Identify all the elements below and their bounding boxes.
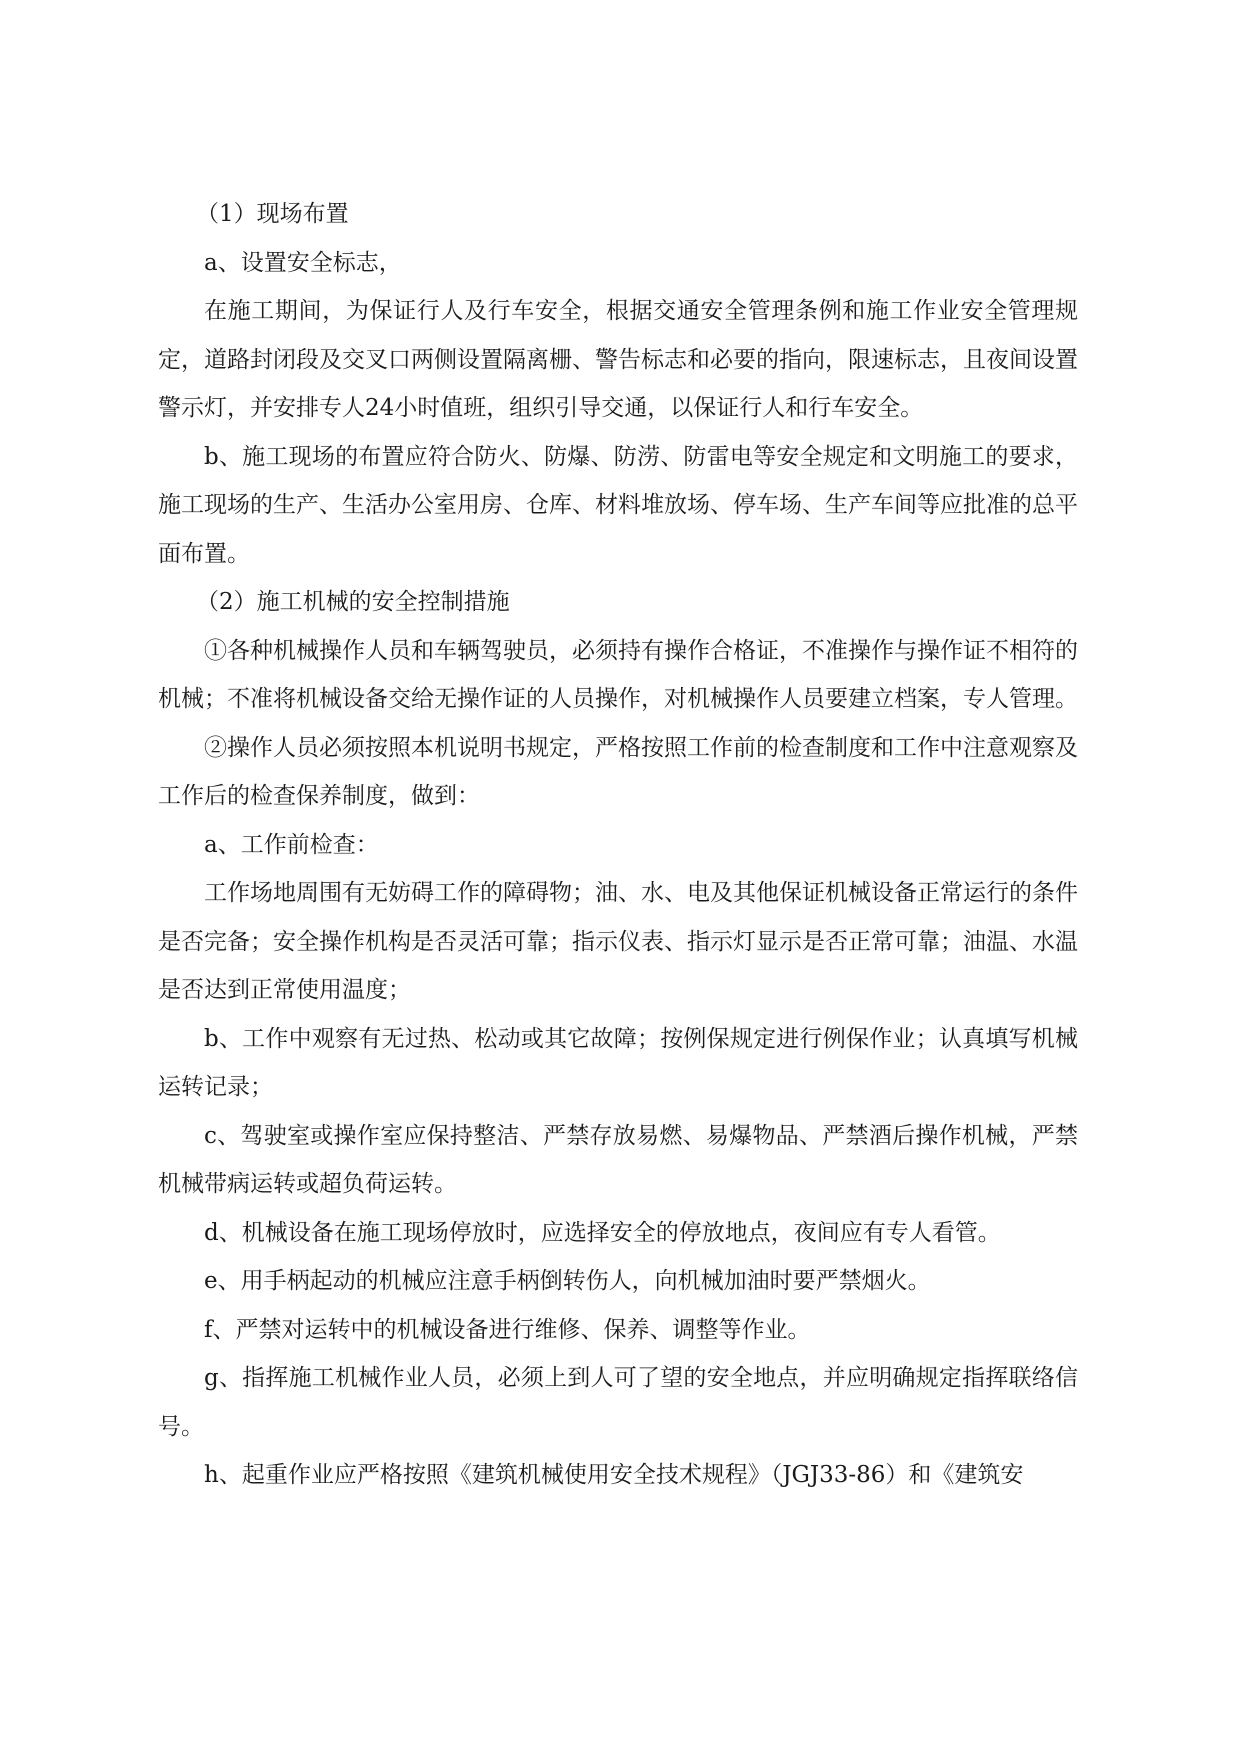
- paragraph-item-2c: c、驾驶室或操作室应保持整洁、严禁存放易燃、易爆物品、严禁酒后操作机械，严禁机械带病运转或超负荷运转。: [158, 1122, 1078, 1197]
- section-heading-site-layout: （1）现场布置: [196, 201, 349, 227]
- paragraph-item-2e: e、用手柄起动的机械应注意手柄倒转伤人，向机械加油时要严禁烟火。: [204, 1268, 931, 1294]
- paragraph-item-1: ①各种机械操作人员和车辆驾驶员，必须持有操作合格证，不准操作与操作证不相符的机械；不准将机械设备交给无操作证的人员操作，对机械操作人员要建立档案，专人管理。: [158, 637, 1078, 712]
- paragraph-item-2a: a、工作前检查：: [204, 831, 379, 858]
- paragraph-item-2f: f、严禁对运转中的机械设备进行维修、保养、调整等作业。: [204, 1316, 811, 1343]
- paragraph-pre-work-check-body: 工作场地周围有无妨碍工作的障碍物；油、水、电及其他保证机械设备正常运行的条件是否完备；安全操作机构是否灵活可靠；指示仪表、指示灯显示是否正常可靠；油温、水温是否达到正常使用温度；: [158, 880, 1078, 1003]
- paragraph-item-2: ②操作人员必须按照本机说明书规定，严格按照工作前的检查制度和工作中注意观察及工作后的检查保养制度，做到：: [158, 734, 1078, 809]
- paragraph-item-2b: b、工作中观察有无过热、松动或其它故障；按例保规定进行例保作业；认真填写机械运转记录；: [158, 1025, 1078, 1100]
- document-body: [158, 190, 1078, 1500]
- section-heading-machinery-safety: （2）施工机械的安全控制措施: [196, 589, 510, 615]
- paragraph-item-b: b、施工现场的布置应符合防火、防爆、防涝、防雷电等安全规定和文明施工的要求，施工现场的生产、生活办公室用房、仓库、材料堆放场、停车场、生产车间等应批准的总平面布置。: [158, 443, 1078, 567]
- paragraph-item-2g: g、指挥施工机械作业人员，必须上到人可了望的安全地点，并应明确规定指挥联络信号。: [158, 1365, 1078, 1440]
- paragraph-item-2h: h、起重作业应严格按照《建筑机械使用安全技术规程》（JGJ33-86）和《建筑安: [204, 1462, 1024, 1488]
- paragraph-item-2d: d、机械设备在施工现场停放时，应选择安全的停放地点，夜间应有专人看管。: [204, 1219, 1001, 1246]
- paragraph-safety-signs-body: 在施工期间，为保证行人及行车安全，根据交通安全管理条例和施工作业安全管理规定，道路封闭段及交叉口两侧设置隔离栅、警告标志和必要的指向，限速标志，且夜间设置警示灯，并安排专人24小时值班，组织引导交通，以保证行人和行车安全。: [158, 298, 1078, 421]
- paragraph-item-a: a、设置安全标志，: [204, 249, 402, 276]
